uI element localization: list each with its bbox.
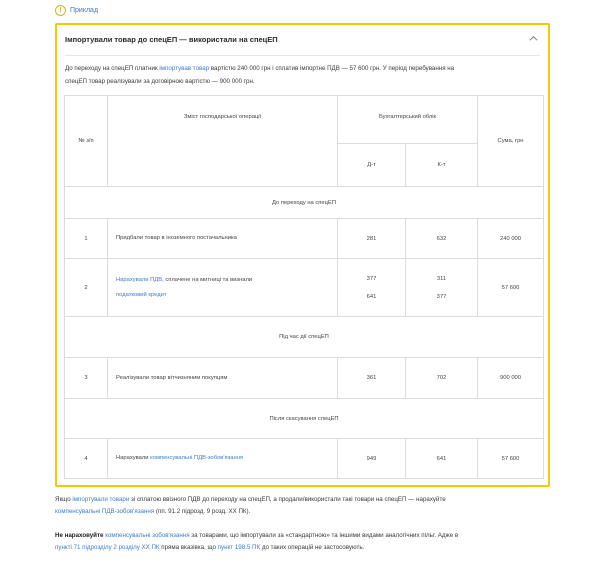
table-row — [65, 219, 544, 259]
link-point-71[interactable]: пункті 71 підрозділу 2 розділу XX ПК — [55, 544, 160, 551]
paragraph-text: за товарами, що імпортували за «стандартною» та іншими видами аналогічних пільг. Адже в — [189, 532, 459, 539]
row-kt-value: 377 — [436, 293, 447, 300]
link-tax-credit[interactable]: податковий кредит — [116, 291, 167, 298]
row-sum: 900 000 — [478, 358, 544, 399]
example-header[interactable] — [57, 25, 548, 55]
row-kt — [406, 259, 478, 317]
operations-table — [64, 95, 544, 479]
example-title: Імпортували товар до спецЕП — використали на спецЕП — [65, 35, 278, 44]
table-row — [65, 358, 544, 399]
row-dt: 281 — [338, 219, 406, 259]
section-row — [65, 399, 544, 439]
table-row — [65, 259, 544, 317]
intro-text: вартістю 240 000 грн і сплатив імпортне ПДВ — 57 600 грн. У період перебування на — [209, 65, 455, 72]
paragraph-text: (пп. 91.2 підрозд. 9 розд. XX ПК). — [154, 508, 251, 515]
row-desc-text: , сплачене на митниці та визнали — [162, 276, 253, 283]
row-kt: 632 — [406, 219, 478, 259]
row-desc — [108, 439, 338, 479]
row-kt-value: 311 — [436, 275, 447, 282]
header-kt: К-т — [406, 144, 478, 187]
paragraph-text: пряма вказівка, що — [159, 544, 218, 551]
link-compensating-liabilities-2[interactable]: компенсувальні ПДВ-зобов'язання — [55, 508, 155, 515]
row-num: 3 — [65, 358, 108, 399]
example-box — [55, 23, 550, 487]
paragraph-text: зі сплатою ввізного ПДВ до переходу на спецЕП, а продали/використали такі товари на спецЕП — нарахуйте — [129, 496, 446, 503]
example-tag — [55, 5, 98, 16]
section-row — [65, 187, 544, 219]
row-dt: 949 — [338, 439, 406, 479]
link-compensating-liabilities[interactable]: компенсувальні ПДВ-зобов'язання — [150, 455, 244, 461]
row-desc-text: Нарахували — [116, 455, 151, 461]
example-icon: ! — [55, 5, 66, 16]
chevron-up-icon[interactable] — [529, 34, 538, 43]
section-during: Під час дії спецЕП — [65, 317, 544, 358]
row-num: 2 — [65, 259, 108, 317]
row-dt-value: 641 — [366, 293, 377, 300]
paragraph-text: Якщо — [55, 496, 73, 503]
row-sum: 240 000 — [478, 219, 544, 259]
row-num: 4 — [65, 439, 108, 479]
link-imported-goods[interactable]: імпортував товар — [159, 65, 210, 72]
section-after: Після скасування спецЕП — [65, 399, 544, 439]
paragraph-import-rule — [55, 494, 550, 518]
row-desc: Реалізували товар вітчизняним покупцям — [108, 358, 338, 399]
row-kt: 641 — [406, 439, 478, 479]
row-sum: 57 600 — [478, 259, 544, 317]
example-intro — [57, 56, 548, 88]
paragraph-exception — [55, 530, 550, 554]
header-num: № з/п — [65, 96, 108, 187]
paragraph-text: до таких операцій не застосовують. — [260, 544, 365, 551]
paragraph-bold: Не нараховуйте — [55, 532, 104, 539]
header-accounting: Бухгалтерський облік — [338, 96, 478, 144]
header-sum: Сума, грн — [478, 96, 544, 187]
example-tag-label: Приклад — [70, 7, 99, 14]
row-dt-value: 377 — [366, 275, 377, 282]
table-row — [65, 439, 544, 479]
section-row — [65, 317, 544, 358]
row-desc — [108, 259, 338, 317]
link-compensating-liabilities-3[interactable]: компенсувальні зобов'язання — [105, 532, 190, 539]
row-dt — [338, 259, 406, 317]
table-header-row — [65, 96, 544, 144]
row-dt: 361 — [338, 358, 406, 399]
row-sum: 57 600 — [478, 439, 544, 479]
link-imported-goods-2[interactable]: імпортували товари — [72, 496, 130, 503]
row-kt: 702 — [406, 358, 478, 399]
row-desc: Придбали товар в іноземного постачальника — [108, 219, 338, 259]
intro-text: спецЕП товар реалізували за договірною вартістю — 900 000 грн. — [65, 78, 255, 85]
link-vat-charged[interactable]: Нарахували ПДВ — [116, 276, 163, 283]
header-dt: Д-т — [338, 144, 406, 187]
section-before: До переходу на спецЕП — [65, 187, 544, 219]
row-num: 1 — [65, 219, 108, 259]
intro-text: До переходу на спецЕП платник — [65, 65, 160, 72]
header-content: Зміст господарської операції — [108, 96, 338, 187]
link-point-198-5[interactable]: пункт 198.5 ПК — [217, 544, 261, 551]
